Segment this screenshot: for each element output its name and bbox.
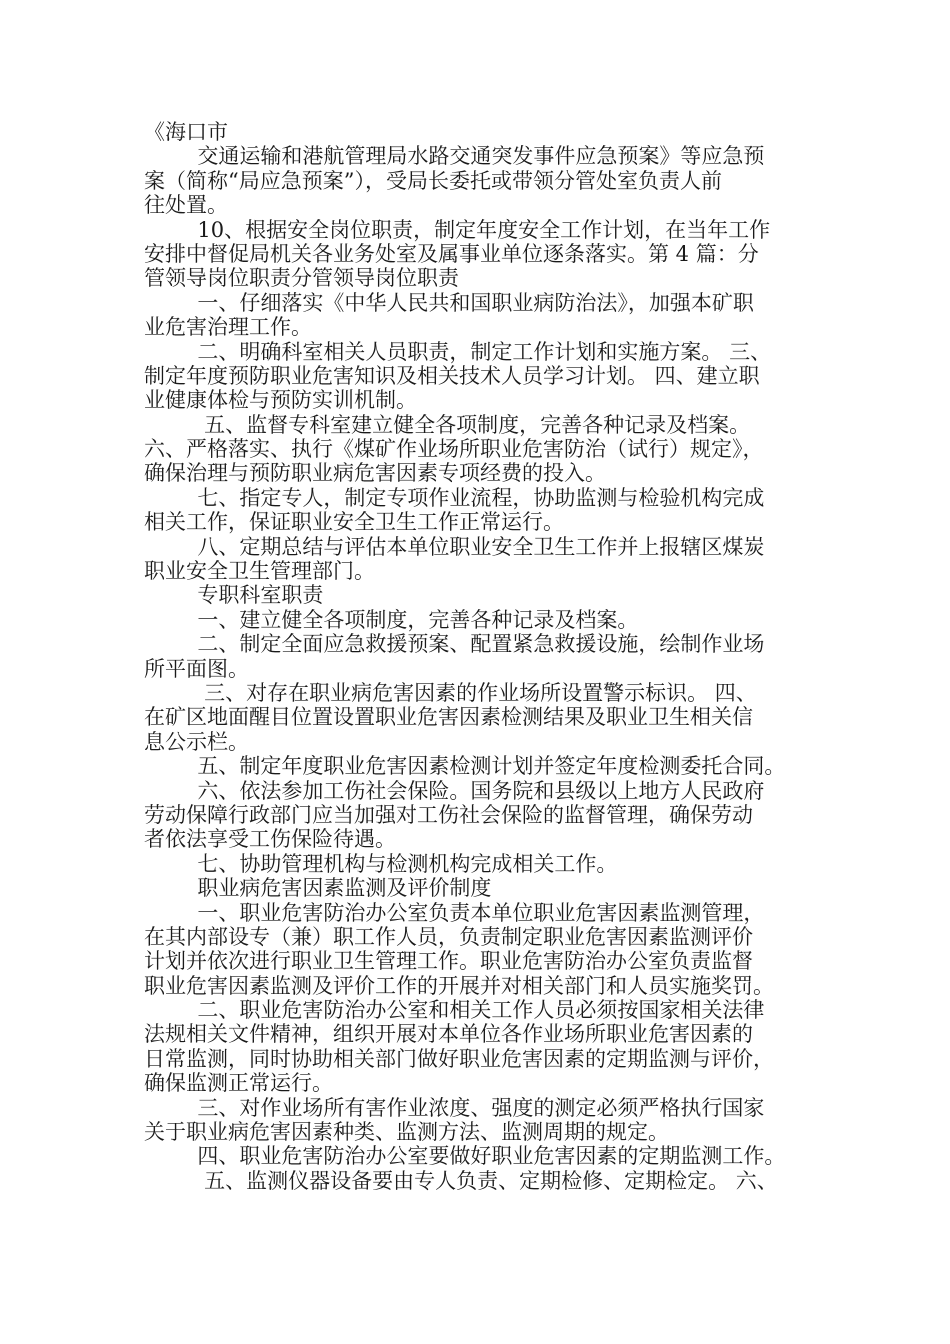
text-line: 业危害治理工作。	[144, 315, 312, 340]
text-line: 相关工作，保证职业安全卫生工作正常运行。	[144, 510, 564, 535]
text-line: 计划并依次进行职业卫生管理工作。职业危害防治办公室负责监督	[144, 949, 753, 974]
text-line: 交通运输和港航管理局水路交通突发事件应急预案》等应急预	[144, 144, 765, 169]
text-line: 六、依法参加工伤社会保险。国务院和县级以上地方人民政府	[144, 778, 765, 803]
text-line: 三、对作业场所有害作业浓度、强度的测定必须严格执行国家	[144, 1095, 765, 1120]
text-line: 职业危害因素监测及评价工作的开展并对相关部门和人员实施奖罚。	[144, 973, 774, 998]
text-line: 二、制定全面应急救援预案、配置紧急救援设施，绘制作业场	[144, 632, 765, 657]
text-line: 劳动保障行政部门应当加强对工伤社会保险的监督管理，确保劳动	[144, 802, 753, 827]
text-line: 《海口市	[144, 120, 228, 144]
text-line: 关于职业病危害因素种类、监测方法、监测周期的规定。	[144, 1120, 669, 1145]
text-line: 七、指定专人，制定专项作业流程，协助监测与检验机构完成	[144, 485, 765, 510]
text-line: 在矿区地面醒目位置设置职业危害因素检测结果及职业卫生相关信	[144, 705, 753, 730]
text-line: 一、建立健全各项制度，完善各种记录及档案。	[144, 607, 639, 632]
document-page	[144, 120, 824, 1193]
text-line: 业健康体检与预防实训机制。	[144, 388, 417, 413]
text-line: 五、监测仪器设备要由专人负责、定期检修、定期检定。 六、	[144, 1168, 778, 1193]
text-line: 确保治理与预防职业病危害因素专项经费的投入。	[144, 461, 606, 486]
text-line: 安排中督促局机关各业务处室及属事业单位逐条落实。第 4 篇：分	[144, 241, 759, 266]
text-line: 二、职业危害防治办公室和相关工作人员必须按国家相关法律	[144, 998, 765, 1023]
text-line: 日常监测，同时协助相关部门做好职业危害因素的定期监测与评价，	[144, 1046, 774, 1071]
text-line: 五、监督专科室建立健全各项制度，完善各种记录及档案。	[144, 412, 751, 437]
text-line: 四、职业危害防治办公室要做好职业危害因素的定期监测工作。	[144, 1144, 786, 1169]
text-line: 职业病危害因素监测及评价制度	[144, 876, 492, 901]
text-line: 专职科室职责	[144, 583, 324, 608]
text-line: 六、严格落实、执行《煤矿作业场所职业危害防治（试行）规定》，	[144, 437, 764, 462]
text-line: 法规相关文件精神，组织开展对本单位各作业场所职业危害因素的	[144, 1022, 753, 1047]
text-line: 制定年度预防职业危害知识及相关技术人员学习计划。 四、建立职	[144, 363, 760, 388]
text-line: 七、协助管理机构与检测机构完成相关工作。	[144, 851, 618, 876]
text-line: 一、仔细落实《中华人民共和国职业病防治法》，加强本矿职	[144, 290, 754, 315]
text-line: 三、对存在职业病危害因素的作业场所设置警示标识。 四、	[144, 680, 757, 705]
text-line: 息公示栏。	[144, 729, 249, 754]
text-line: 职业安全卫生管理部门。	[144, 559, 375, 584]
text-line: 管领导岗位职责分管领导岗位职责	[144, 266, 459, 291]
text-line: 所平面图。	[144, 656, 249, 681]
text-line: 往处置。	[144, 193, 228, 218]
text-line: 确保监测正常运行。	[144, 1071, 333, 1096]
text-line: 案（简称“局应急预案”），受局长委托或带领分管处室负责人前	[144, 168, 722, 193]
text-line: 一、职业危害防治办公室负责本单位职业危害因素监测管理，	[144, 900, 765, 925]
text-line: 者依法享受工伤保险待遇。	[144, 827, 396, 852]
text-line: 在其内部设专（兼）职工作人员，负责制定职业危害因素监测评价	[144, 924, 753, 949]
text-line: 八、定期总结与评估本单位职业安全卫生工作并上报辖区煤炭	[144, 534, 765, 559]
text-line: 二、明确科室相关人员职责，制定工作计划和实施方案。 三、	[144, 339, 772, 364]
text-line: 五、制定年度职业危害因素检测计划并签定年度检测委托合同。	[144, 754, 786, 779]
text-line: 10、根据安全岗位职责，制定年度安全工作计划，在当年工作	[144, 217, 771, 242]
